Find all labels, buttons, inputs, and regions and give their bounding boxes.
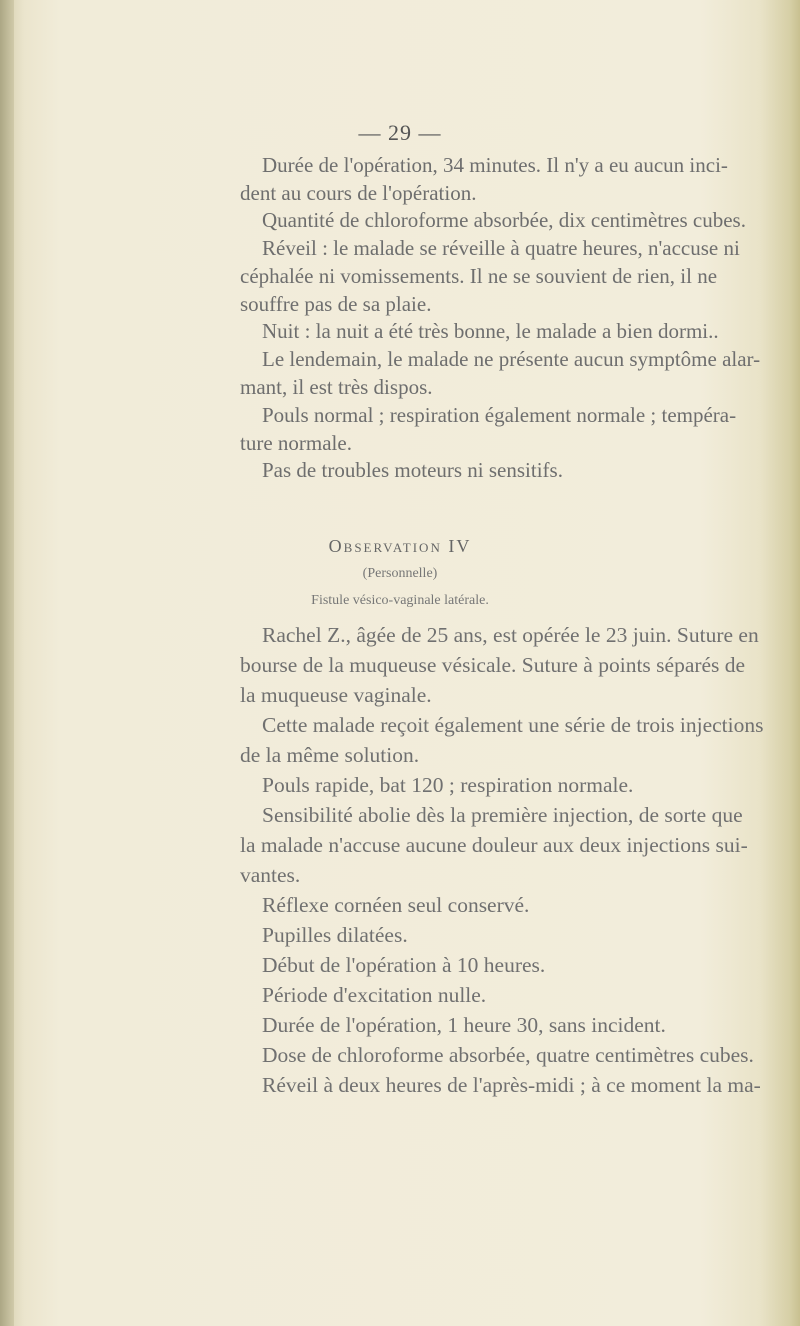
text-line: ture normale. — [240, 431, 352, 455]
text-line: Pouls normal ; respiration également normale ; tempéra- — [262, 403, 737, 427]
text-line: dent au cours de l'opération. — [240, 181, 477, 205]
text-line: Durée de l'opération, 34 minutes. Il n'y a eu aucun inci- — [262, 153, 728, 177]
text-line: Pupilles dilatées. — [262, 923, 408, 947]
text-line: Période d'excitation nulle. — [262, 983, 487, 1007]
text-line: Cette malade reçoit également une série de trois injections — [262, 713, 764, 737]
text-line: Rachel Z., âgée de 25 ans, est opérée le 23 juin. Suture en — [262, 623, 759, 647]
text-line: la malade n'accuse aucune douleur aux deux injections sui- — [240, 833, 748, 857]
text-line: de la même solution. — [240, 743, 420, 767]
text-line: Réflexe cornéen seul conservé. — [262, 893, 530, 917]
text-line: Quantité de chloroforme absorbée, dix centimètres cubes. — [262, 208, 746, 232]
text-line: vantes. — [240, 863, 301, 887]
text-line: Pouls rapide, bat 120 ; respiration normale. — [262, 773, 634, 797]
text-line: céphalée ni vomissements. Il ne se souvient de rien, il ne — [240, 264, 718, 288]
text-line: Réveil à deux heures de l'après-midi ; à ce moment la ma- — [262, 1073, 761, 1097]
text-line: bourse de la muqueuse vésicale. Suture à points séparés de — [240, 653, 746, 677]
text-line: souffre pas de sa plaie. — [240, 292, 432, 316]
observation-subtitle: (Personnelle) — [362, 566, 438, 581]
text-line: Le lendemain, le malade ne présente aucun symptôme alar- — [262, 347, 761, 371]
text-line: Sensibilité abolie dès la première injection, de sorte que — [262, 803, 743, 827]
page-number: — 29 — — [358, 120, 442, 145]
text-line: Pas de troubles moteurs ni sensitifs. — [262, 458, 563, 482]
text-line: mant, il est très dispos. — [240, 375, 433, 399]
text-line: la muqueuse vaginale. — [240, 683, 432, 707]
observation-title: Observation IV — [328, 536, 472, 556]
text-line: Durée de l'opération, 1 heure 30, sans incident. — [262, 1013, 666, 1037]
text-line: Dose de chloroforme absorbée, quatre centimètres cubes. — [262, 1043, 754, 1067]
text-line: Nuit : la nuit a été très bonne, le malade a bien dormi.. — [262, 319, 719, 343]
page-binding-edge — [0, 0, 14, 1326]
text-line: Réveil : le malade se réveille à quatre heures, n'accuse ni — [262, 236, 740, 260]
text-line: Début de l'opération à 10 heures. — [262, 953, 546, 977]
observation-diagnosis: Fistule vésico-vaginale latérale. — [311, 593, 489, 608]
